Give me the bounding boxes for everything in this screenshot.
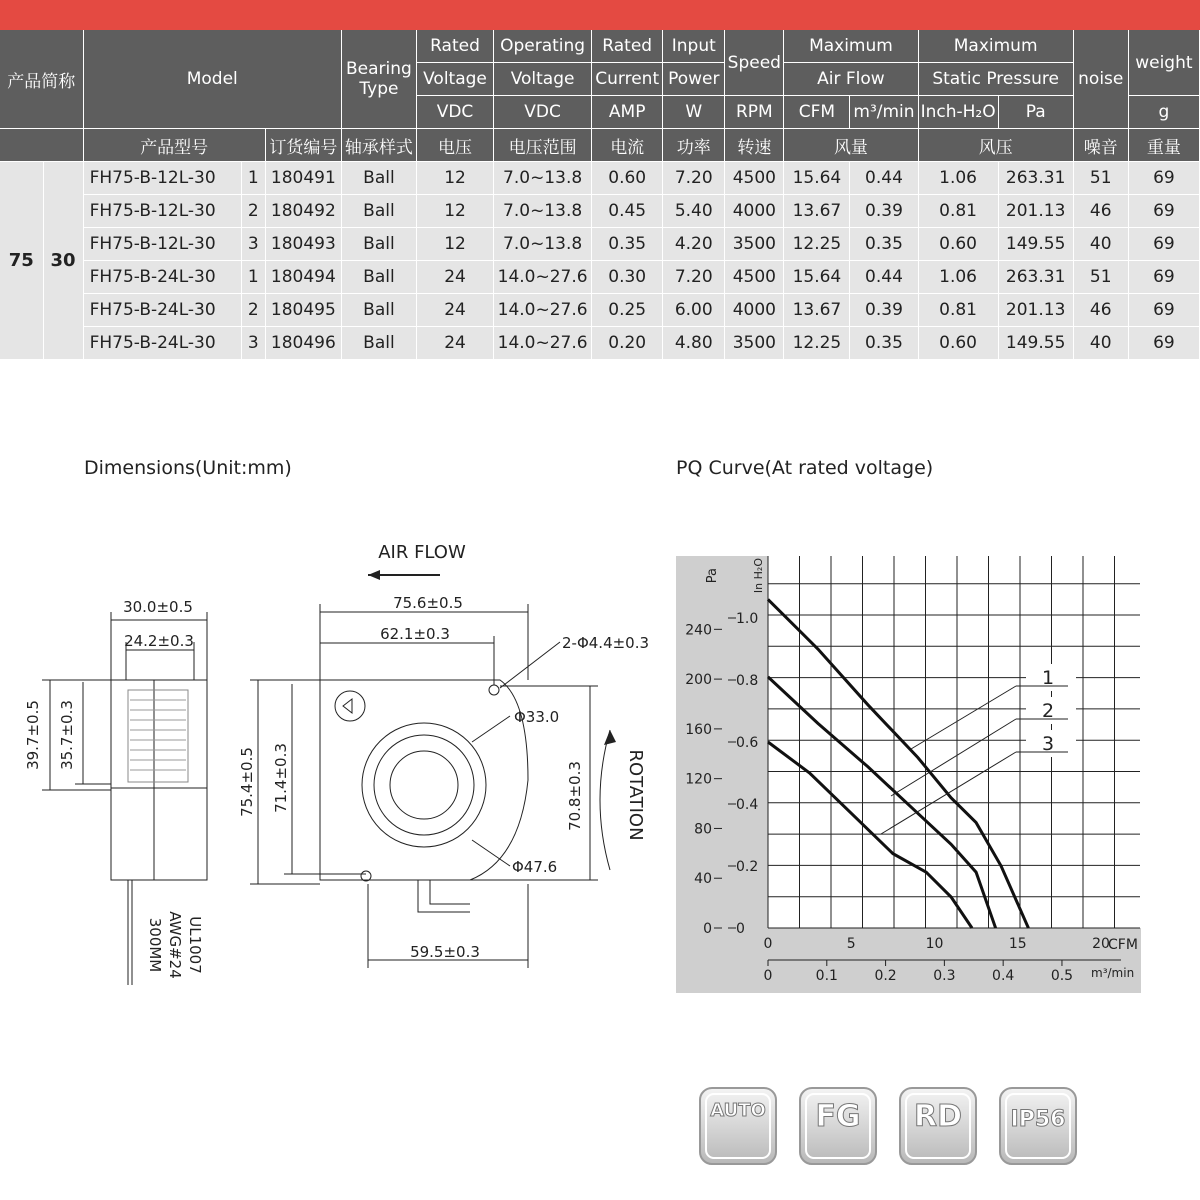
cell-pa: 201.13 (998, 195, 1073, 228)
input-power-sub: Power (663, 63, 725, 96)
cell-bearing: Ball (341, 294, 416, 327)
cell-volt: 12 (416, 228, 493, 261)
cell-inh: 1.06 (918, 162, 998, 195)
cell-volt: 12 (416, 162, 493, 195)
cn-power: 功率 (663, 129, 725, 162)
cn-weight: 重量 (1128, 129, 1199, 162)
cell-cfm: 15.64 (784, 162, 850, 195)
cell-pa: 263.31 (998, 162, 1073, 195)
cell-bearing: Ball (341, 327, 416, 360)
x-m3-tick: 0.4 (992, 968, 1015, 984)
cell-inh: 1.06 (918, 261, 998, 294)
pa-unit: Pa (998, 96, 1073, 129)
rated-current-header: Rated (592, 30, 663, 63)
rated-current-unit: AMP (592, 96, 663, 129)
dim-phi33: Φ33.0 (514, 708, 560, 726)
table-row (0, 261, 1200, 294)
cell-g: 69 (1128, 261, 1199, 294)
cell-order: 180495 (265, 294, 341, 327)
cell-bearing: Ball (341, 162, 416, 195)
operating-voltage-unit: VDC (494, 96, 592, 129)
table-row (0, 162, 1200, 195)
wire-awg: AWG#24 (166, 911, 184, 979)
dim-595: 59.5±0.3 (410, 943, 480, 961)
cell-w: 6.00 (663, 294, 725, 327)
dimension-drawing (0, 520, 660, 1000)
cell-m3: 0.39 (850, 195, 918, 228)
cell-amp: 0.60 (592, 162, 663, 195)
cell-order: 180496 (265, 327, 341, 360)
pq-chart (676, 556, 1141, 993)
cell-order: 180491 (265, 162, 341, 195)
bearing-header: Bearing Type (341, 30, 416, 129)
airflow-sub: Air Flow (784, 63, 918, 96)
dim-708: 70.8±0.3 (566, 761, 584, 831)
pq-curve-title: PQ Curve(At rated voltage) (676, 457, 934, 479)
spec-table (0, 30, 1200, 360)
cell-idx: 2 (241, 294, 265, 327)
cell-cfm: 12.25 (784, 228, 850, 261)
rated-voltage-unit: VDC (416, 96, 493, 129)
size-a: 75 (0, 162, 43, 360)
cell-range: 14.0~27.6 (494, 294, 592, 327)
cell-range: 7.0~13.8 (494, 162, 592, 195)
input-power-header: Input (663, 30, 725, 63)
badge-text: FG (815, 1099, 861, 1134)
cell-noise: 40 (1073, 327, 1128, 360)
cell-idx: 2 (241, 195, 265, 228)
operating-voltage-header: Operating (494, 30, 592, 63)
y-left-label: Pa (705, 568, 720, 584)
cell-volt: 24 (416, 327, 493, 360)
x-m3-tick: 0.3 (933, 968, 956, 984)
cell-pa: 149.55 (998, 228, 1073, 261)
cell-order: 180494 (265, 261, 341, 294)
operating-voltage-sub: Voltage (494, 63, 592, 96)
cell-m3: 0.44 (850, 162, 918, 195)
cell-inh: 0.81 (918, 195, 998, 228)
series-label: 3 (1041, 733, 1055, 755)
cn-current: 电流 (592, 129, 663, 162)
cell-cfm: 13.67 (784, 294, 850, 327)
cn-pressure: 风压 (918, 129, 1073, 162)
cell-model: FH75-B-12L-30 (83, 195, 241, 228)
cell-bearing: Ball (341, 261, 416, 294)
x-bottom-label: m³/min (1091, 966, 1135, 980)
cn-bearing: 轴承样式 (341, 129, 416, 162)
noise-header: noise (1073, 30, 1128, 129)
cell-idx: 3 (241, 327, 265, 360)
x-cfm-tick: 15 (1008, 936, 1027, 952)
dim-714: 71.4±0.3 (272, 743, 290, 813)
cell-rpm: 4500 (725, 162, 784, 195)
size-b: 30 (43, 162, 83, 360)
speed-header: Speed (725, 30, 784, 96)
cell-amp: 0.30 (592, 261, 663, 294)
rated-voltage-sub: Voltage (416, 63, 493, 96)
table-row (0, 228, 1200, 261)
badge-text: AUTO (710, 1100, 766, 1121)
series-header: 产品简称 (0, 30, 83, 129)
cell-noise: 51 (1073, 261, 1128, 294)
badge-text: IP56 (1010, 1107, 1066, 1132)
x-cfm-tick: 0 (763, 936, 773, 952)
y-pa-tick: 160 (685, 721, 712, 738)
cn-airflow: 风量 (784, 129, 918, 162)
table-row (0, 294, 1200, 327)
pressure-sub: Static Pressure (918, 63, 1073, 96)
cell-noise: 40 (1073, 228, 1128, 261)
cell-w: 4.80 (663, 327, 725, 360)
rated-voltage-header: Rated (416, 30, 493, 63)
cn-voltage: 电压 (416, 129, 493, 162)
cell-order: 180492 (265, 195, 341, 228)
cell-model: FH75-B-24L-30 (83, 327, 241, 360)
top-accent-bar (0, 0, 1200, 30)
y-inh-tick: 0.4 (736, 797, 759, 813)
cell-range: 7.0~13.8 (494, 228, 592, 261)
cell-rpm: 3500 (725, 327, 784, 360)
cell-w: 4.20 (663, 228, 725, 261)
dim-756: 75.6±0.5 (393, 594, 463, 612)
cell-noise: 51 (1073, 162, 1128, 195)
y-right-label: In H₂O (752, 558, 765, 594)
dim-397: 39.7±0.5 (24, 700, 42, 770)
wire-length: 300MM (146, 917, 164, 973)
y-inh-tick: 1.0 (736, 611, 759, 627)
rated-current-sub: Current (592, 63, 663, 96)
y-pa-tick: 80 (694, 821, 712, 838)
input-power-unit: W (663, 96, 725, 129)
cell-order: 180493 (265, 228, 341, 261)
m3-unit: m³/min (850, 96, 918, 129)
cell-rpm: 4000 (725, 294, 784, 327)
y-pa-tick: 40 (694, 871, 712, 888)
dim-30: 30.0±0.5 (123, 598, 193, 616)
cell-idx: 3 (241, 228, 265, 261)
dim-hole: 2-Φ4.4±0.3 (562, 634, 650, 652)
dim-754: 75.4±0.5 (238, 747, 256, 817)
dim-357: 35.7±0.3 (58, 700, 76, 770)
y-pa-tick: 240 (685, 622, 712, 639)
cell-inh: 0.60 (918, 228, 998, 261)
y-pa-tick: 120 (685, 771, 712, 788)
y-inh-tick: 0.8 (736, 673, 759, 689)
cell-volt: 24 (416, 261, 493, 294)
cell-inh: 0.60 (918, 327, 998, 360)
weight-unit: g (1128, 96, 1199, 129)
cell-m3: 0.39 (850, 294, 918, 327)
cell-volt: 24 (416, 294, 493, 327)
y-pa-tick: 0 (703, 921, 712, 937)
cell-range: 7.0~13.8 (494, 195, 592, 228)
x-m3-tick: 0.5 (1050, 968, 1074, 984)
cell-model: FH75-B-12L-30 (83, 228, 241, 261)
feature-badges (698, 1086, 1078, 1168)
cell-pa: 263.31 (998, 261, 1073, 294)
table-row (0, 327, 1200, 360)
badge-text: RD (913, 1099, 963, 1134)
dim-621: 62.1±0.3 (380, 625, 450, 643)
cell-idx: 1 (241, 261, 265, 294)
cell-noise: 46 (1073, 294, 1128, 327)
series-label: 2 (1041, 700, 1055, 722)
cell-g: 69 (1128, 294, 1199, 327)
cell-amp: 0.45 (592, 195, 663, 228)
speed-unit: RPM (725, 96, 784, 129)
cell-range: 14.0~27.6 (494, 327, 592, 360)
model-header: Model (83, 30, 341, 129)
dim-phi476: Φ47.6 (512, 858, 558, 876)
cn-range: 电压范围 (494, 129, 592, 162)
table-row (0, 195, 1200, 228)
cell-cfm: 15.64 (784, 261, 850, 294)
cn-noise: 噪音 (1073, 129, 1128, 162)
cell-pa: 201.13 (998, 294, 1073, 327)
dim-24: 24.2±0.3 (124, 632, 194, 650)
cell-amp: 0.20 (592, 327, 663, 360)
series-label: 1 (1041, 667, 1055, 689)
cell-rpm: 3500 (725, 228, 784, 261)
weight-header: weight (1128, 30, 1199, 96)
y-inh-tick: 0.2 (736, 859, 759, 875)
x-top-label: CFM (1108, 937, 1138, 953)
cfm-unit: CFM (784, 96, 850, 129)
cell-w: 7.20 (663, 162, 725, 195)
cell-noise: 46 (1073, 195, 1128, 228)
x-cfm-tick: 10 (925, 936, 944, 952)
y-pa-tick: 200 (685, 672, 712, 689)
y-inh-tick: 0.6 (736, 735, 759, 751)
cell-rpm: 4500 (725, 261, 784, 294)
cell-model: FH75-B-12L-30 (83, 162, 241, 195)
wire-ul: UL1007 (186, 916, 204, 974)
cn-order: 订货编号 (265, 129, 341, 162)
cell-range: 14.0~27.6 (494, 261, 592, 294)
cn-speed: 转速 (725, 129, 784, 162)
dimensions-title: Dimensions(Unit:mm) (84, 457, 292, 479)
cell-cfm: 12.25 (784, 327, 850, 360)
cell-g: 69 (1128, 327, 1199, 360)
cell-cfm: 13.67 (784, 195, 850, 228)
cell-amp: 0.25 (592, 294, 663, 327)
x-m3-tick: 0.2 (874, 968, 897, 984)
cell-m3: 0.44 (850, 261, 918, 294)
cell-g: 69 (1128, 195, 1199, 228)
cell-m3: 0.35 (850, 228, 918, 261)
rotation-label: ROTATION (625, 749, 646, 841)
airflow-header: Maximum (784, 30, 918, 63)
cell-g: 69 (1128, 162, 1199, 195)
cell-rpm: 4000 (725, 195, 784, 228)
x-cfm-tick: 20 (1092, 936, 1110, 952)
cell-pa: 149.55 (998, 327, 1073, 360)
cell-model: FH75-B-24L-30 (83, 294, 241, 327)
cell-idx: 1 (241, 162, 265, 195)
pressure-header: Maximum (918, 30, 1073, 63)
x-cfm-tick: 5 (846, 936, 856, 952)
cell-w: 5.40 (663, 195, 725, 228)
air-flow-label: AIR FLOW (378, 542, 466, 563)
cell-w: 7.20 (663, 261, 725, 294)
cell-amp: 0.35 (592, 228, 663, 261)
cell-volt: 12 (416, 195, 493, 228)
plot-area (768, 556, 1141, 928)
y-inh-tick: 0 (736, 921, 745, 937)
x-m3-tick: 0 (763, 968, 773, 984)
cell-m3: 0.35 (850, 327, 918, 360)
inh2o-unit: Inch-H₂O (918, 96, 998, 129)
x-m3-tick: 0.1 (815, 968, 838, 984)
cell-model: FH75-B-24L-30 (83, 261, 241, 294)
cell-bearing: Ball (341, 195, 416, 228)
cell-g: 69 (1128, 228, 1199, 261)
cell-bearing: Ball (341, 228, 416, 261)
cn-model: 产品型号 (83, 129, 265, 162)
cell-inh: 0.81 (918, 294, 998, 327)
